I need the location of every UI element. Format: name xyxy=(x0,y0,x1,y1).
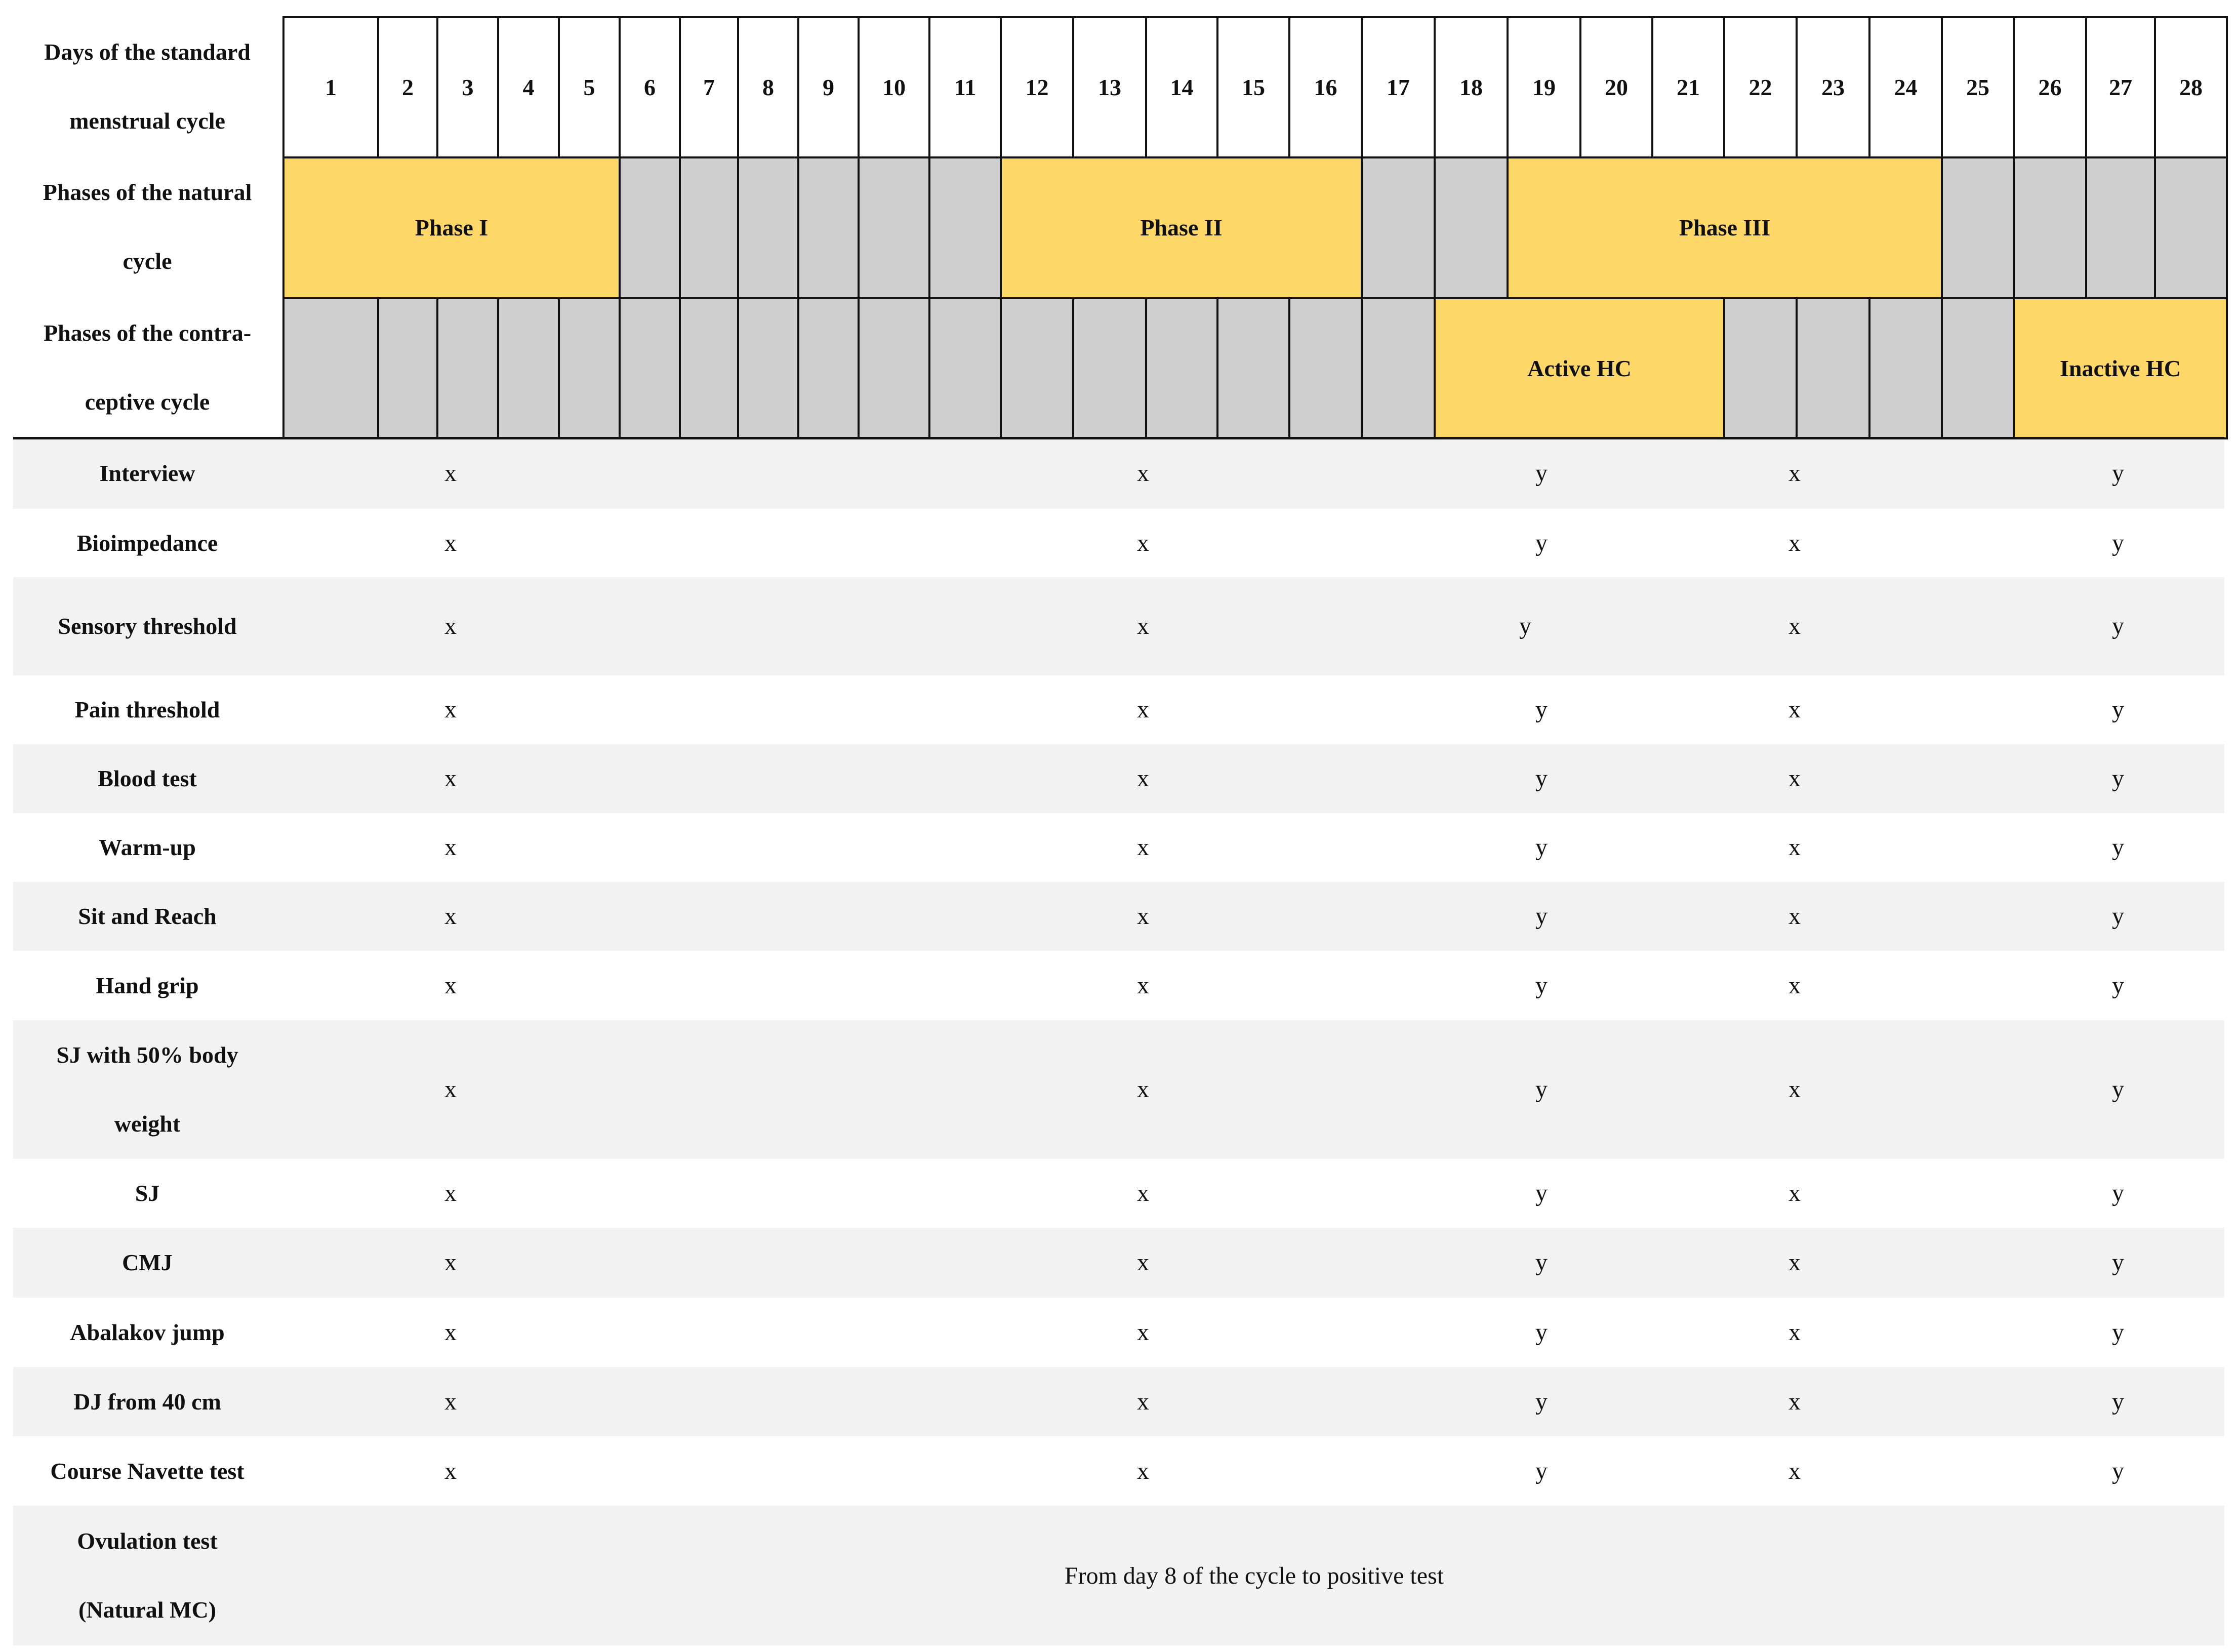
test-mark: x xyxy=(1788,1249,1801,1276)
natural-inactive-cell xyxy=(737,156,799,299)
contraceptive-inactive-cell xyxy=(737,297,799,439)
contraceptive-inactive-cell xyxy=(497,297,560,439)
test-mark: y xyxy=(1535,1388,1548,1415)
test-mark: x xyxy=(444,765,457,792)
test-mark: x xyxy=(444,529,457,556)
contraceptive-inactive-cell xyxy=(797,297,860,439)
day-cell: 19 xyxy=(1507,16,1581,158)
test-mark: x xyxy=(1137,459,1149,487)
test-mark: x xyxy=(444,1180,457,1206)
ovulation-test-label: Ovulation test (Natural MC) xyxy=(77,1528,218,1623)
day-cell: 13 xyxy=(1072,16,1147,158)
test-mark: y xyxy=(1535,1249,1548,1276)
day-cell: 12 xyxy=(1000,16,1074,158)
test-row-label: Course Navette test xyxy=(50,1458,245,1484)
day-cell: 4 xyxy=(497,16,560,158)
test-mark: y xyxy=(2112,1180,2124,1206)
test-mark: x xyxy=(1788,765,1801,792)
day-cell: 5 xyxy=(558,16,621,158)
test-mark: x xyxy=(444,1388,457,1415)
natural-inactive-cell xyxy=(2085,156,2156,299)
test-row-label: Pain threshold xyxy=(74,697,220,722)
contraceptive-inactive-cell xyxy=(436,297,499,439)
day-cell: 21 xyxy=(1651,16,1725,158)
day-cell: 27 xyxy=(2085,16,2156,158)
test-mark: x xyxy=(1788,903,1801,930)
day-cell: 17 xyxy=(1361,16,1436,158)
natural-inactive-cell xyxy=(1941,156,2015,299)
natural-inactive-cell xyxy=(858,156,930,299)
test-mark: y xyxy=(1535,1457,1548,1484)
test-mark: x xyxy=(444,903,457,930)
test-row-label: SJ xyxy=(135,1180,160,1206)
test-row-label: Blood test xyxy=(98,765,197,791)
day-cell: 23 xyxy=(1796,16,1870,158)
test-mark: x xyxy=(1788,613,1801,639)
test-mark: x xyxy=(1788,696,1801,723)
test-row-label: Bioimpedance xyxy=(76,530,218,556)
test-row-label: Warm-up xyxy=(99,834,196,860)
day-cell: 2 xyxy=(377,16,438,158)
contraceptive-inactive-cell xyxy=(1216,297,1290,439)
test-mark: x xyxy=(1137,1457,1149,1484)
test-mark: x xyxy=(1137,1180,1149,1206)
natural-inactive-cell xyxy=(1434,156,1509,299)
test-mark: y xyxy=(2112,834,2124,861)
test-mark: x xyxy=(1137,834,1149,861)
contraceptive-inactive-cell xyxy=(1145,297,1218,439)
contraceptive-inactive-cell xyxy=(619,297,681,439)
test-row-label: Abalakov jump xyxy=(70,1319,225,1345)
natural-inactive-cell xyxy=(2154,156,2228,299)
test-mark: x xyxy=(1788,1076,1801,1103)
natural-inactive-cell xyxy=(1361,156,1436,299)
natural-phase-cell: Phase I xyxy=(282,156,621,299)
test-mark: x xyxy=(444,1076,457,1103)
test-row-label: Sit and Reach xyxy=(78,903,217,929)
day-cell: 25 xyxy=(1941,16,2015,158)
contraceptive-phase-row-label: Phases of the contra- ceptive cycle xyxy=(43,319,252,415)
day-cell: 15 xyxy=(1216,16,1290,158)
test-mark: x xyxy=(444,1249,457,1276)
natural-phase-row-label: Phases of the natural cycle xyxy=(43,179,252,274)
day-cell: 6 xyxy=(619,16,681,158)
test-mark: y xyxy=(1535,459,1548,487)
day-cell: 1 xyxy=(282,16,379,158)
day-cell: 3 xyxy=(436,16,499,158)
test-mark: x xyxy=(1788,1388,1801,1415)
header-divider xyxy=(13,437,2224,439)
test-mark: x xyxy=(1788,1180,1801,1206)
contraceptive-inactive-cell xyxy=(1723,297,1798,439)
day-cell: 24 xyxy=(1868,16,1943,158)
test-row-label: Hand grip xyxy=(96,972,199,998)
test-mark: x xyxy=(1788,1318,1801,1346)
contraceptive-inactive-cell xyxy=(679,297,739,439)
contraceptive-inactive-cell xyxy=(1868,297,1943,439)
test-mark: x xyxy=(1788,1457,1801,1484)
test-mark: y xyxy=(2112,459,2124,487)
natural-phase-cell: Phase III xyxy=(1507,156,1943,299)
test-mark: y xyxy=(2112,972,2124,999)
test-mark: x xyxy=(1137,1249,1149,1276)
test-mark: x xyxy=(444,1318,457,1346)
day-cell: 20 xyxy=(1579,16,1653,158)
test-mark: x xyxy=(444,972,457,999)
test-mark: x xyxy=(1788,529,1801,556)
test-mark: y xyxy=(2112,529,2124,556)
test-mark: x xyxy=(1788,834,1801,861)
test-mark: x xyxy=(444,696,457,723)
test-mark: x xyxy=(444,1457,457,1484)
natural-inactive-cell xyxy=(2013,156,2087,299)
test-mark: y xyxy=(1535,1180,1548,1206)
test-mark: x xyxy=(1137,765,1149,792)
test-mark: y xyxy=(1535,696,1548,723)
natural-phase-cell: Phase II xyxy=(1000,156,1363,299)
test-mark: y xyxy=(2112,1076,2124,1103)
day-cell: 11 xyxy=(928,16,1002,158)
day-cell: 26 xyxy=(2013,16,2087,158)
contraceptive-inactive-cell xyxy=(282,297,379,439)
test-mark: x xyxy=(1137,1388,1149,1415)
test-row-label: Interview xyxy=(99,460,195,486)
test-mark: y xyxy=(2112,1318,2124,1346)
test-mark: x xyxy=(1137,903,1149,930)
test-mark: x xyxy=(1788,972,1801,999)
test-mark: y xyxy=(2112,1388,2124,1415)
test-row-label: DJ from 40 cm xyxy=(73,1388,221,1415)
test-mark: y xyxy=(1535,765,1548,792)
contraceptive-inactive-cell xyxy=(1000,297,1074,439)
natural-inactive-cell xyxy=(679,156,739,299)
test-mark: y xyxy=(2112,696,2124,723)
contraceptive-inactive-cell xyxy=(1796,297,1870,439)
natural-inactive-cell xyxy=(797,156,860,299)
day-cell: 14 xyxy=(1145,16,1218,158)
test-mark: y xyxy=(1535,834,1548,861)
contraceptive-inactive-cell xyxy=(858,297,930,439)
test-mark: y xyxy=(2112,765,2124,792)
test-mark: y xyxy=(2112,1457,2124,1484)
test-mark: x xyxy=(1137,972,1149,999)
contraceptive-inactive-cell xyxy=(558,297,621,439)
test-mark: y xyxy=(1535,1318,1548,1346)
natural-inactive-cell xyxy=(619,156,681,299)
contraceptive-inactive-cell xyxy=(377,297,438,439)
test-mark: y xyxy=(1535,903,1548,930)
test-mark: x xyxy=(444,613,457,639)
test-mark: x xyxy=(1788,459,1801,487)
test-mark: x xyxy=(1137,529,1149,556)
contraceptive-phase-cell: Active HC xyxy=(1434,297,1725,439)
test-mark: x xyxy=(1137,696,1149,723)
test-mark: y xyxy=(1535,529,1548,556)
day-cell: 28 xyxy=(2154,16,2228,158)
test-mark: y xyxy=(1519,613,1531,639)
day-cell: 18 xyxy=(1434,16,1509,158)
test-row-label: CMJ xyxy=(122,1250,173,1275)
contraceptive-phase-cell: Inactive HC xyxy=(2013,297,2228,439)
day-cell: 16 xyxy=(1288,16,1363,158)
day-cell: 9 xyxy=(797,16,860,158)
test-mark: x xyxy=(1137,613,1149,639)
test-row-label: Sensory threshold xyxy=(58,613,237,639)
day-cell: 10 xyxy=(858,16,930,158)
contraceptive-inactive-cell xyxy=(1072,297,1147,439)
contraceptive-inactive-cell xyxy=(1361,297,1436,439)
day-cell: 7 xyxy=(679,16,739,158)
ovulation-test-note: From day 8 of the cycle to positive test xyxy=(1064,1562,1444,1589)
days-row-label: Days of the standard menstrual cycle xyxy=(44,38,251,134)
test-mark: x xyxy=(444,459,457,487)
test-mark: y xyxy=(1535,972,1548,999)
test-mark: y xyxy=(2112,1249,2124,1276)
test-mark: x xyxy=(1137,1318,1149,1346)
day-cell: 8 xyxy=(737,16,799,158)
test-mark: x xyxy=(1137,1076,1149,1103)
contraceptive-inactive-cell xyxy=(1288,297,1363,439)
contraceptive-inactive-cell xyxy=(1941,297,2015,439)
test-row-label: SJ with 50% body weight xyxy=(56,1042,238,1137)
test-mark: y xyxy=(2112,613,2124,639)
test-mark: y xyxy=(2112,903,2124,930)
day-cell: 22 xyxy=(1723,16,1798,158)
test-mark: y xyxy=(1535,1076,1548,1103)
test-mark: x xyxy=(444,834,457,861)
contraceptive-inactive-cell xyxy=(928,297,1002,439)
natural-inactive-cell xyxy=(928,156,1002,299)
